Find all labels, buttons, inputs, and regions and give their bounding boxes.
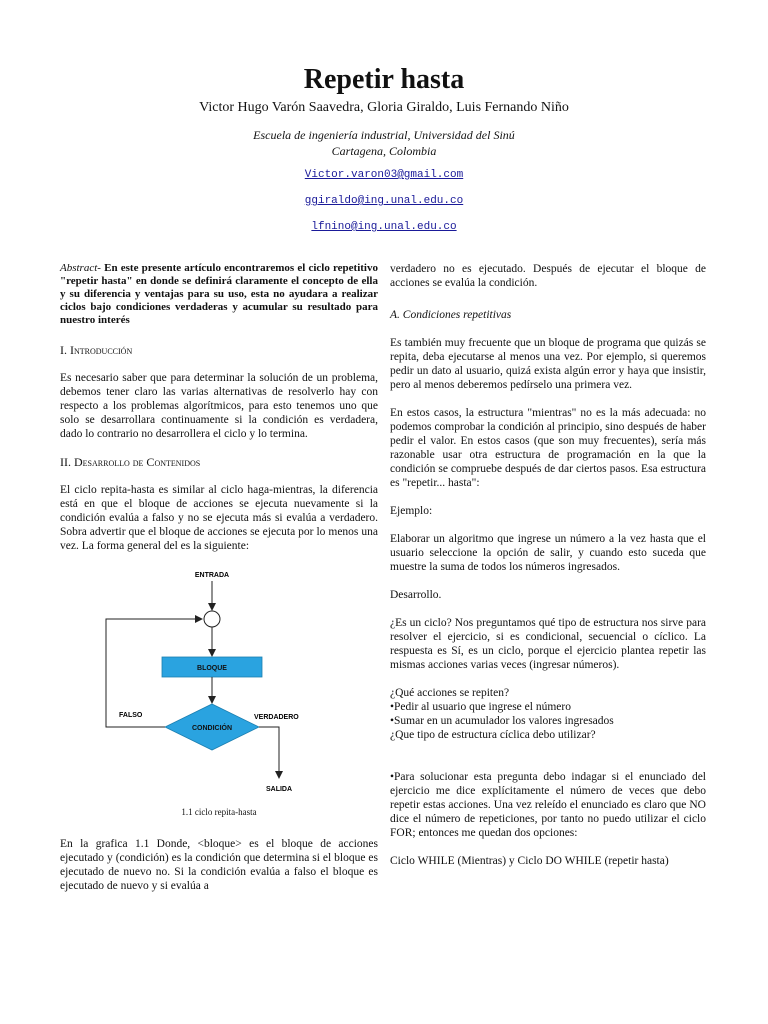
section-2-paragraph-1: El ciclo repita-hasta es similar al ciclo haga-mientras, la diferencia está en que el bloque de acciones se ejecuta nuevamente si la condición evalúa a falso y no se ejecuta más si evalúa a verdadero. Sobra advertir que el bloque de acciones se ejecuta por lo menos una vez. La forma general del es la siguiente:	[60, 484, 378, 552]
right-paragraph-2: En estos casos, la estructura "mientras" no es la más adecuada: no podemos comprobar la condición al principio, sino después de haber pedir el valor. En estos casos (que son muy frecuentes), sería más razonable usar otra estructura de programación en la que la condición se compruebe después de dar ciertos pasos. Esa estructura es "repetir... hasta":	[390, 407, 706, 489]
right-paragraph-7: •Para solucionar esta pregunta debo indagar si el enunciado del ejercicio me dice explícitamente el número de veces que debo repetir estas acciones. Una vez releído el enunciado es claro que NO dice el número de repeticiones, por tanto no puedo utilizar el ciclo FOR; entonces me quedan dos opciones:	[390, 771, 706, 839]
list-item: ¿Qué acciones se repiten?	[390, 687, 510, 699]
right-paragraph-3: Ejemplo:	[390, 505, 433, 517]
right-paragraph-0: verdadero no es ejecutado. Después de ejecutar el bloque de acciones se evalúa la condición.	[390, 263, 706, 289]
email-link-3[interactable]: lfnino@ing.unal.edu.co	[311, 221, 457, 233]
left-column	[60, 262, 378, 907]
connector-circle	[204, 611, 220, 627]
salida-label: SALIDA	[265, 786, 293, 793]
section-2-heading: II. Desarrollo de Contenidos	[60, 455, 201, 469]
paper-title: Repetir hasta	[303, 64, 465, 95]
email-link-1[interactable]: Victor.varon03@gmail.com	[304, 169, 464, 181]
list-item: •Pedir al usuario que ingrese el número	[390, 701, 571, 713]
paper-header	[0, 62, 768, 234]
list-item: •Sumar en un acumulador los valores ingresados	[390, 715, 614, 727]
affiliation-line-2: Cartagena, Colombia	[331, 144, 437, 158]
condicion-label: CONDICIÓN	[191, 725, 233, 732]
abstract-lead: Abstract-	[60, 262, 101, 274]
right-paragraph-4: Elaborar un algoritmo que ingrese un número a la vez hasta que el usuario seleccione la opción de salir, y cuando esto suceda que muestre la suma de todos los números ingresados.	[390, 533, 706, 573]
entrada-label: ENTRADA	[194, 572, 230, 579]
question-list	[390, 686, 706, 742]
email-link-2[interactable]: ggiraldo@ing.unal.edu.co	[304, 195, 464, 207]
affiliation	[0, 127, 768, 159]
abstract	[60, 262, 378, 327]
abstract-body: En este presente artículo encontraremos el ciclo repetitivo "repetir hasta" en donde se definirá claramente el concepto de ella y su diferencia y ventajas para su uso, esta no ayudara a realizar ciclos bajo condiciones verdaderas y acumular su resultado para nuestro interés	[60, 262, 378, 326]
right-column	[390, 262, 706, 882]
subsection-heading: A. Condiciones repetitivas	[390, 309, 512, 321]
right-paragraph-5: Desarrollo.	[390, 589, 442, 601]
right-paragraph-1: Es también muy frecuente que un bloque de programa que quizás se repita, deba ejecutarse al menos una vez. Por ejemplo, si queremos pedir un dato al usuario, quizá exista algún error y haya que insistir, pero al menos deberemos pedírselo una primera vez.	[390, 337, 706, 391]
verdadero-label: VERDADERO	[254, 714, 299, 721]
verdadero-arrow	[259, 727, 279, 777]
section-1-heading: I. Introducción	[60, 343, 133, 357]
figure-caption: 1.1 ciclo repita-hasta	[181, 807, 257, 817]
affiliation-line-1: Escuela de ingeniería industrial, Universidad del Sinú	[253, 128, 515, 142]
section-2-paragraph-2: En la grafica 1.1 Donde, <bloque> es el bloque de acciones ejecutado y (condición) es la condición que determina si el bloque es ejecutado de nuevo no. Si la condición evalúa a falso el bloque es ejecutado de nuevo y si evalúa a	[60, 838, 378, 892]
list-item: ¿Que tipo de estructura cíclica debo utilizar?	[390, 729, 596, 741]
right-paragraph-6: ¿Es un ciclo? Nos preguntamos qué tipo de estructura nos sirve para resolver el ejercicio, si es condicional, secuencial o cíclico. La respuesta es Sí, es un ciclo, porque el ejercicio plantea repetir las mismas acciones varias veces (ingresar números).	[390, 617, 706, 671]
flowchart-figure	[99, 567, 339, 797]
bloque-label: BLOQUE	[197, 665, 227, 672]
falso-label: FALSO	[119, 712, 143, 719]
right-paragraph-8: Ciclo WHILE (Mientras) y Ciclo DO WHILE (repetir hasta)	[390, 855, 669, 867]
section-1-paragraph: Es necesario saber que para determinar la solución de un problema, debemos tener claro las varias alternativas de resolverlo hay con respecto a los problemas algorítmicos, para esto tenemos uno que solo se desarrollara continuamente si la condición es verdadera, dado lo contrario no desarrollera el ciclo y lo termina.	[60, 372, 378, 440]
authors-line: Victor Hugo Varón Saavedra, Gloria Giraldo, Luis Fernando Niño	[199, 100, 569, 115]
